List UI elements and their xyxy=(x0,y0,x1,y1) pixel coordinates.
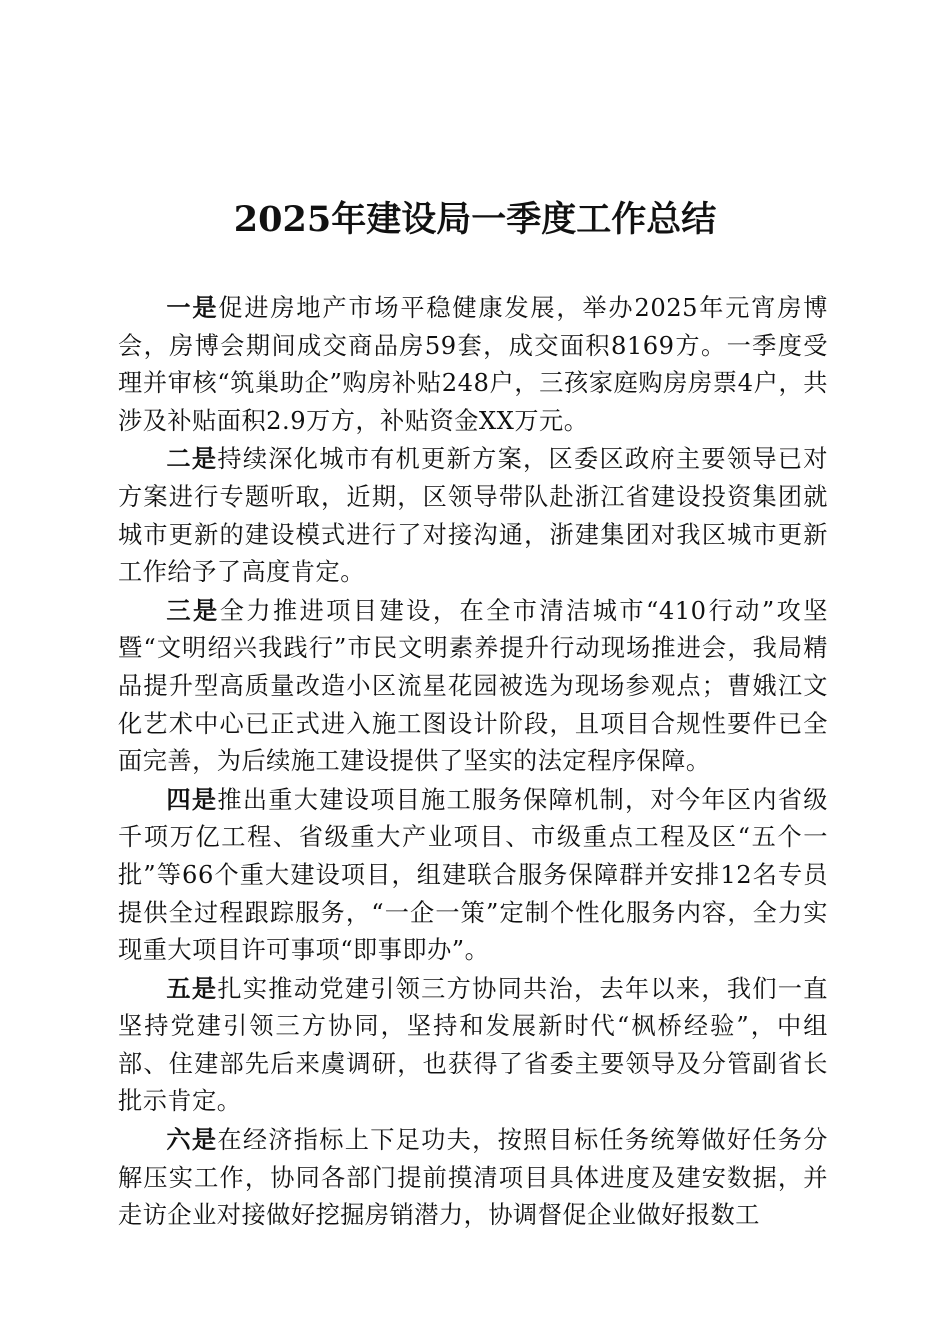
paragraph-text: 推出重大建设项目施工服务保障机制，对今年区内省级千项万亿工程、省级重大产业项目、市级重点工程及区“五个一批”等66个重大建设项目，组建联合服务保障群并安排12名专员提供全过程跟踪服务，“一企一策”定制个性化服务内容，全力实现重大项目许可事项“即事即办”。 xyxy=(118,785,828,965)
paragraph-text: 促进房地产市场平稳健康发展，举办2025年元宵房博会，房博会期间成交商品房59套，成交面积8169方。一季度受理并审核“筑巢助企”购房补贴248户，三孩家庭购房房票4户，共涉及补贴面积2.9万方，补贴资金XX万元。 xyxy=(118,294,828,435)
paragraph-text: 全力推进项目建设，在全市清洁城市“410行动”攻坚暨“文明绍兴我践行”市民文明素养提升行动现场推进会，我局精品提升型高质量改造小区流星花园被选为现场参观点；曹娥江文化艺术中心已正式进入施工图设计阶段，且项目合规性要件已全面完善，为后续施工建设提供了坚实的法定程序保障。 xyxy=(118,596,828,776)
paragraph-lead: 二是 xyxy=(166,444,218,474)
paragraph-5 xyxy=(118,970,828,1121)
document-body xyxy=(118,289,828,1235)
paragraph-text: 持续深化城市有机更新方案，区委区政府主要领导已对方案进行专题听取，近期，区领导带队赴浙江省建设投资集团就城市更新的建设模式进行了对接沟通，浙建集团对我区城市更新工作给予了高度肯定。 xyxy=(118,445,828,587)
paragraph-lead: 三是 xyxy=(166,595,220,625)
document-title: 2025年建设局一季度工作总结 xyxy=(233,199,717,240)
paragraph-2 xyxy=(118,440,828,591)
paragraph-6 xyxy=(118,1121,828,1235)
paragraph-3 xyxy=(118,592,828,781)
paragraph-text: 在经济指标上下足功夫，按照目标任务统筹做好任务分解压实工作，协同各部门提前摸清项目具体进度及建安数据，并走访企业对接做好挖掘房销潜力，协调督促企业做好报数工 xyxy=(118,1126,828,1230)
paragraph-lead: 四是 xyxy=(166,784,218,814)
paragraph-1 xyxy=(118,289,828,440)
paragraph-lead: 六是 xyxy=(166,1125,218,1155)
paragraph-lead: 一是 xyxy=(166,293,219,322)
paragraph-text: 扎实推动党建引领三方协同共治，去年以来，我们一直坚持党建引领三方协同，坚持和发展新时代“枫桥经验”，中组部、住建部先后来虞调研，也获得了省委主要领导及分管副省长批示肯定。 xyxy=(118,974,828,1116)
paragraph-4 xyxy=(118,781,828,970)
paragraph-lead: 五是 xyxy=(166,973,218,1003)
